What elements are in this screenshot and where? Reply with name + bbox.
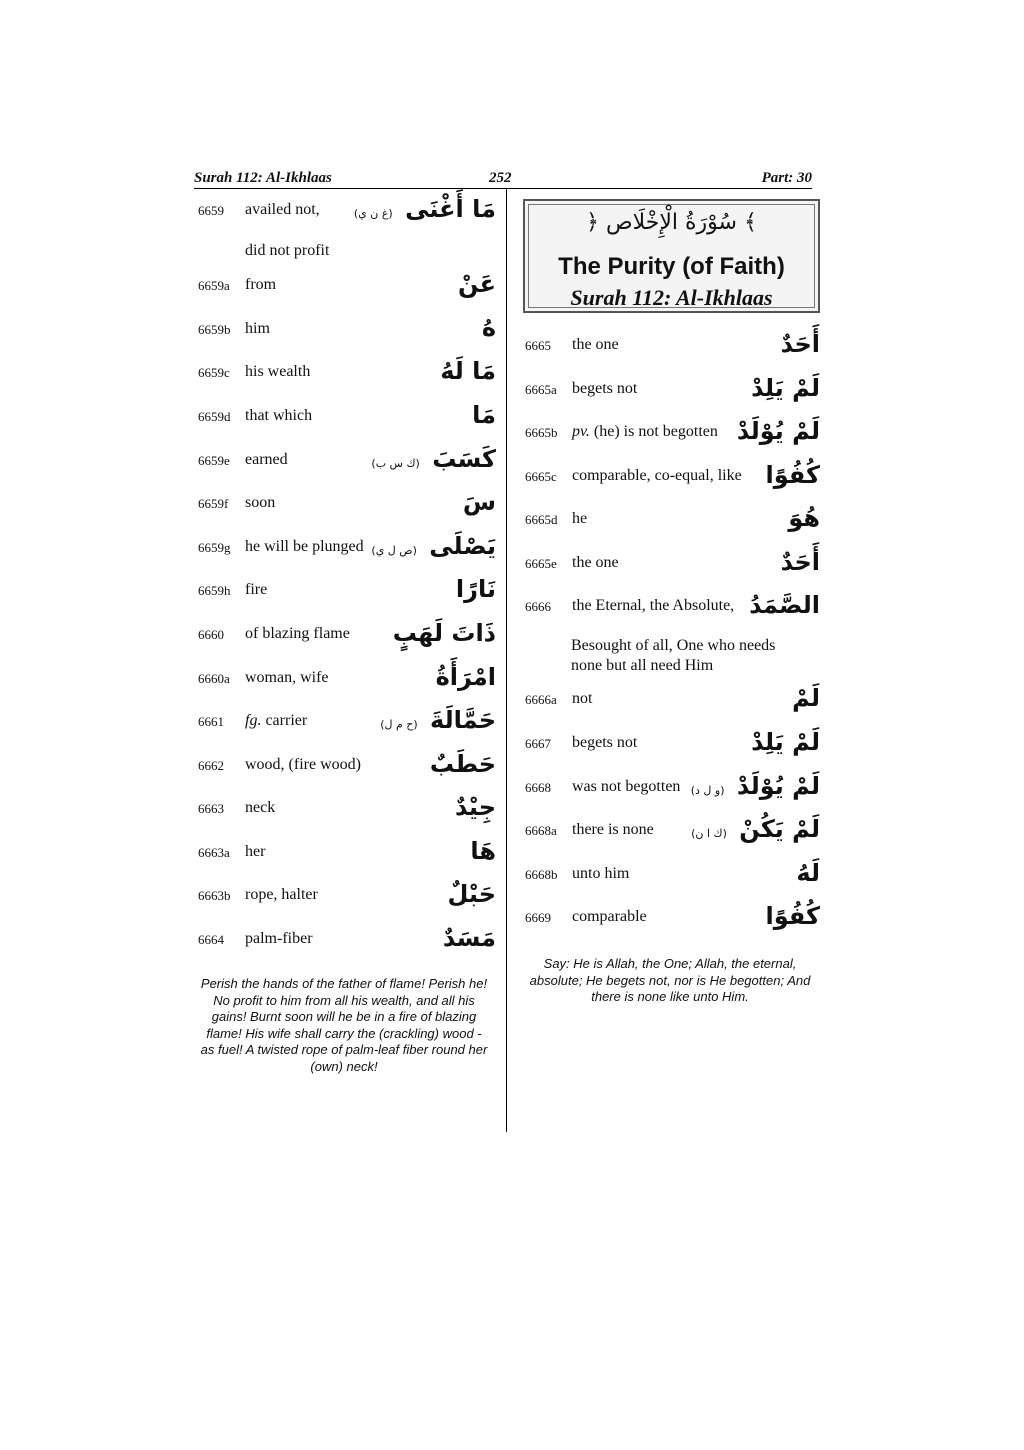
word-row <box>198 750 496 780</box>
word-row <box>525 461 820 491</box>
entry-meaning: the one <box>572 336 619 353</box>
entry-number: 6665c <box>525 469 557 484</box>
word-row <box>198 314 496 344</box>
entry-root: (و ل د) <box>690 784 725 797</box>
word-row <box>198 575 496 605</box>
entry-number: 6660a <box>198 671 230 686</box>
entry-meaning: pv. (he) is not begotten <box>572 423 718 440</box>
entry-arabic: لَمْ يُوْلَدْ (و ل د) <box>690 772 820 800</box>
word-row <box>198 532 496 562</box>
word-row <box>198 619 496 649</box>
entry-arabic: لَمْ يَكُنْ (ك ا ن) <box>691 815 820 843</box>
entry-meaning: palm-fiber <box>245 930 313 947</box>
entry-meaning: comparable <box>572 908 647 925</box>
entry-arabic: يَصْلَى (ص ل ي) <box>371 532 496 560</box>
entry-number: 6659b <box>198 322 231 337</box>
word-row <box>198 357 496 387</box>
entry-number: 6663 <box>198 801 224 816</box>
entry-root: (ك ا ن) <box>691 827 727 840</box>
entry-meaning: fg. carrier <box>245 712 308 729</box>
entry-number: 6662 <box>198 758 224 773</box>
entry-number: 6659 <box>198 203 224 218</box>
entry-meaning: not <box>572 690 593 707</box>
entry-meaning: the one <box>572 554 619 571</box>
word-row <box>525 330 820 360</box>
word-row <box>198 837 496 867</box>
word-row <box>525 728 820 758</box>
entry-meaning: woman, wife <box>245 669 329 686</box>
entry-arabic: سَ <box>462 488 496 516</box>
entry-meaning: his wealth <box>245 363 311 380</box>
entry-number: 6668b <box>525 867 558 882</box>
entry-meaning: was not begotten <box>572 778 681 795</box>
entry-arabic: الصَّمَدُ <box>749 591 820 619</box>
running-header <box>194 170 812 189</box>
entry-meaning: he <box>572 510 588 527</box>
entry-continuation: Besought of all, One who needs <box>571 637 776 654</box>
entry-meaning: the Eternal, the Absolute, <box>572 597 735 614</box>
word-row <box>198 401 496 431</box>
entry-number: 6663a <box>198 845 230 860</box>
entry-number: 6669 <box>525 910 551 925</box>
entry-meaning: rope, halter <box>245 886 318 903</box>
entry-root: (ح م ل) <box>380 718 418 731</box>
entry-number: 6665a <box>525 382 557 397</box>
entry-meaning: availed not, <box>245 201 320 218</box>
entry-arabic: لَهُ <box>796 859 820 887</box>
surah-english-title: The Purity (of Faith) <box>558 253 785 280</box>
word-row <box>198 445 496 475</box>
entry-number: 6663b <box>198 888 231 903</box>
entry-arabic: كُفُوًا <box>765 902 820 930</box>
word-row <box>198 270 496 300</box>
entry-number: 6659a <box>198 278 230 293</box>
entry-arabic: أَحَدٌ <box>780 548 820 576</box>
word-row <box>525 374 820 404</box>
entry-number: 6661 <box>198 714 224 729</box>
entry-number: 6659h <box>198 583 231 598</box>
entry-arabic: حَطَبٌ <box>429 750 496 778</box>
entry-meaning: neck <box>245 799 276 816</box>
surah-name: Surah 112: Al-Ikhlaas <box>570 285 773 310</box>
entry-continuation: none but all need Him <box>571 657 714 674</box>
entry-arabic: هُوَ <box>788 504 820 532</box>
word-row <box>198 663 496 693</box>
entry-number: 6659e <box>198 453 230 468</box>
entry-number: 6667 <box>525 736 551 751</box>
word-row <box>525 504 820 534</box>
entry-arabic: هَا <box>470 837 496 865</box>
entry-arabic: امْرَأَةُ <box>435 663 496 691</box>
entry-number: 6665 <box>525 338 551 353</box>
word-row <box>525 859 820 889</box>
entry-arabic: حَمَّالَةَ (ح م ل) <box>380 706 496 734</box>
entry-meaning: he will be plunged <box>245 538 364 555</box>
entry-arabic: جِيْدٌ <box>455 793 496 821</box>
entry-arabic: مَسَدٌ <box>442 924 496 952</box>
word-row <box>525 772 820 802</box>
entry-meaning: comparable, co-equal, like <box>572 467 742 484</box>
word-row <box>198 195 496 225</box>
entry-arabic: مَا لَهُ <box>440 357 496 385</box>
entry-arabic: كَسَبَ (ك س ب) <box>371 445 496 473</box>
entry-root: (ص ل ي) <box>371 544 417 557</box>
entry-meaning: that which <box>245 407 313 424</box>
left-translation: Perish the hands of the father of flame! Perish he! No profit to him from all his wealth, and all his gains! Burnt soon will he be in a fire of blazing flame! His wife shall carry the (crackling) wood - as fuel! A twisted rope of palm-leaf fiber round her (own) neck! <box>200 976 488 1074</box>
entry-arabic: كُفُوًا <box>765 461 820 489</box>
header-surah: Surah 112: Al-Ikhlaas <box>194 170 332 186</box>
entry-number: 6666a <box>525 692 557 707</box>
entry-arabic: هُ <box>481 314 496 342</box>
word-row <box>525 684 820 714</box>
entry-arabic: لَمْ يَلِدْ <box>751 728 820 756</box>
entry-arabic: ذَاتَ لَهَبٍ <box>392 619 496 647</box>
entry-arabic: عَنْ <box>458 270 496 298</box>
entry-number: 6666 <box>525 599 551 614</box>
entry-number: 6665e <box>525 556 557 571</box>
entry-meaning: her <box>245 843 266 860</box>
surah-title-box <box>523 199 820 313</box>
entry-arabic: مَا أَغْنَى (غ ن ي) <box>353 195 496 223</box>
entry-arabic: نَارًا <box>455 575 496 603</box>
entry-number: 6659c <box>198 365 230 380</box>
entry-arabic: حَبْلٌ <box>447 880 496 908</box>
entry-number: 6665b <box>525 425 558 440</box>
entry-meaning: him <box>245 320 270 337</box>
entry-root: (غ ن ي) <box>353 207 393 220</box>
entry-meaning: unto him <box>572 865 630 882</box>
entry-number: 6664 <box>198 932 224 947</box>
entry-meaning: there is none <box>572 821 654 838</box>
word-row <box>198 488 496 518</box>
entry-root: (ك س ب) <box>371 457 420 470</box>
entry-number: 6660 <box>198 627 224 642</box>
entry-arabic: لَمْ <box>792 684 820 712</box>
entry-number: 6668a <box>525 823 557 838</box>
entry-continuation: did not profit <box>245 242 330 259</box>
word-row <box>525 815 820 845</box>
entry-arabic: مَا <box>472 401 496 429</box>
header-part: Part: 30 <box>761 170 812 186</box>
entry-meaning: from <box>245 276 277 293</box>
column-divider <box>506 188 507 1132</box>
word-row <box>198 880 496 910</box>
entry-number: 6659d <box>198 409 231 424</box>
page-number: 252 <box>489 170 512 186</box>
surah-arabic-title: ﴾ سُوْرَةُ الْإِخْلَاص ﴿ <box>586 210 757 235</box>
right-translation: Say: He is Allah, the One; Allah, the eternal, absolute; He begets not, nor is He begotten; And there is none like unto Him. <box>529 956 811 1004</box>
word-row <box>198 793 496 823</box>
entry-arabic: لَمْ يَلِدْ <box>751 374 820 402</box>
word-row <box>198 706 496 736</box>
entry-arabic: لَمْ يُوْلَدْ <box>736 417 820 445</box>
entry-meaning: soon <box>245 494 276 511</box>
word-row <box>525 902 820 932</box>
entry-number: 6659g <box>198 540 231 555</box>
entry-number: 6668 <box>525 780 551 795</box>
entry-meaning: wood, (fire wood) <box>245 756 361 773</box>
entry-arabic: أَحَدٌ <box>780 330 820 358</box>
entry-number: 6665d <box>525 512 558 527</box>
entry-meaning: earned <box>245 451 288 468</box>
entry-number: 6659f <box>198 496 229 511</box>
entry-meaning: begets not <box>572 734 638 751</box>
word-row <box>198 924 496 954</box>
entry-meaning: begets not <box>572 380 638 397</box>
word-row <box>525 548 820 578</box>
entry-meaning: fire <box>245 581 268 598</box>
word-row <box>525 591 820 621</box>
entry-meaning: of blazing flame <box>245 625 350 642</box>
word-row <box>525 417 820 447</box>
